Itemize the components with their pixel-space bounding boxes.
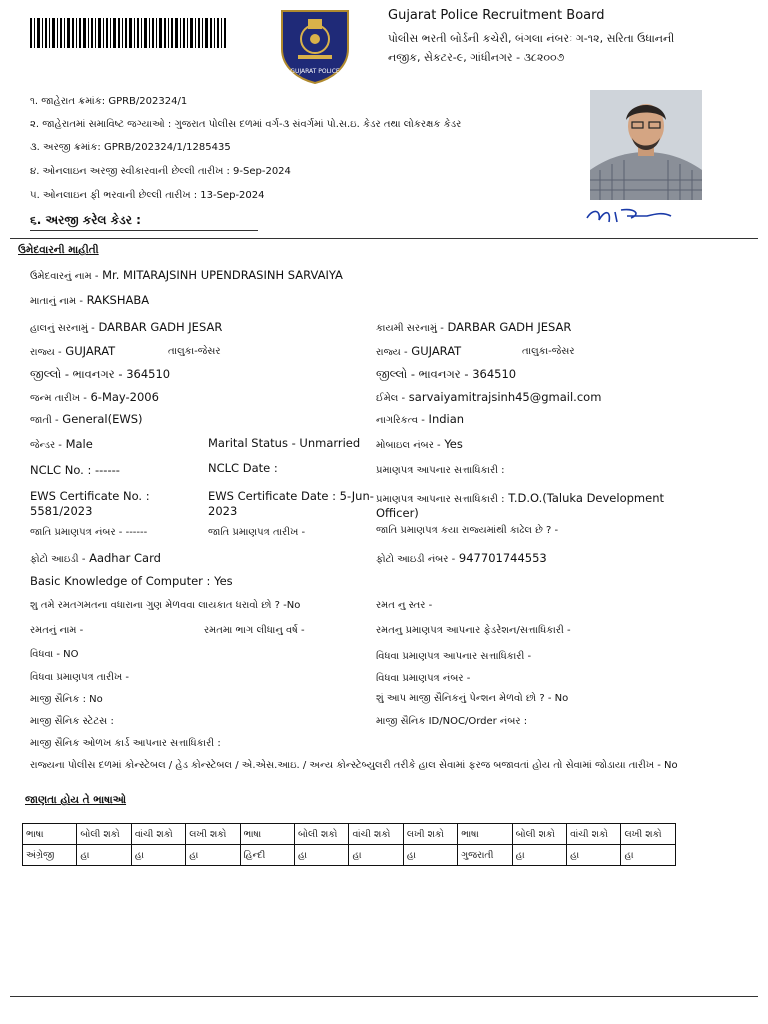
ews-date-value: 2023 [208, 504, 238, 518]
table-cell: ભાષા [23, 824, 77, 845]
sports-merit: શુ તમે રમતગમતના વધારાના ગુણ મેળવવા લાયકાત ધરાવો છો ? -No [30, 600, 301, 611]
table-cell: હા [567, 845, 621, 866]
table-cell: લખી શકો [186, 824, 240, 845]
widow-cert-date: વિધવા પ્રમાણપત્ર તારીખ - [30, 672, 130, 683]
ex-serviceman-status: માજી સૈનિક સ્ટેટસ : [30, 716, 114, 727]
gender-row [30, 437, 93, 451]
cadre-label: ૬. અરજી કરેલ કેડર : [30, 213, 141, 227]
cert-authority-2-label: પ્રમાણપત્ર આપનાર સત્તાધિકારી : [376, 494, 505, 505]
table-cell: વાંચી શકો [349, 824, 403, 845]
email-value: sarvaiyamitrajsinh45@gmail.com [408, 390, 602, 404]
state-row-1 [30, 344, 115, 358]
table-cell: હા [131, 845, 185, 866]
table-cell: વાંચી શકો [131, 824, 185, 845]
table-cell: હા [186, 845, 240, 866]
dob-row [30, 390, 159, 404]
caste-value: General(EWS) [62, 412, 143, 426]
caste-row [30, 412, 143, 426]
candidate-photo [590, 90, 702, 200]
permanent-address-row [376, 320, 571, 334]
photo-id-number-value: 947701744553 [458, 551, 547, 565]
permanent-address-value: DARBAR GADH JESAR [447, 320, 572, 334]
mobile-value: Yes [444, 437, 463, 451]
board-title: Gujarat Police Recruitment Board [388, 8, 605, 23]
police-service-date: રાજ્યના પોલીસ દળમાં કોન્સ્ટેબલ / હેડ કોન્સ્ટેબલ / એ.એસ.આઇ. / અન્ય કોન્સ્ટેબ્યુલરી તરીકે હાલ સેવામાં ફરજ બજાવતાં હોય તો સેવામાં જોડાયા તારીખ - No [30, 760, 678, 771]
table-cell: હા [349, 845, 403, 866]
table-cell: અંગ્રેજી [23, 845, 77, 866]
state-label-2: રાજ્ય - [376, 347, 408, 358]
ex-serviceman-id: માજી સૈનિક ID/NOC/Order નંબર : [376, 716, 528, 727]
ews-number-label: EWS Certificate No. : [30, 489, 150, 503]
name-label: ઉમેદવારનું નામ - [30, 271, 99, 282]
marital-label: Marital Status - [208, 436, 296, 450]
table-cell: બોલી શકો [512, 824, 566, 845]
photo-id-number-row [376, 551, 547, 565]
gender-label: જેન્ડર - [30, 440, 62, 451]
cadre-underline [30, 230, 258, 231]
widow-status: વિધવા - NO [30, 649, 79, 660]
mobile-row [376, 437, 463, 451]
nationality-row [376, 412, 464, 426]
ews-number-value: 5581/2023 [30, 504, 93, 518]
footer-divider [10, 996, 758, 997]
mother-value: RAKSHABA [86, 293, 150, 307]
dob-value: 6-May-2006 [90, 390, 159, 404]
name-value: Mr. MITARAJSINH UPENDRASINH SARVAIYA [102, 268, 343, 282]
cert-authority-2-row [376, 491, 664, 505]
nationality-value: Indian [428, 412, 465, 426]
caste-cert-number: જાતિ પ્રમાણપત્ર નંબર - ------ [30, 527, 148, 538]
table-cell: હા [403, 845, 457, 866]
table-cell: હા [621, 845, 676, 866]
caste-cert-state: જાતિ પ્રમાણપત્ર કયા રાજ્યમાંથી કાઢેલ છે ? - [376, 525, 559, 536]
section-divider [10, 238, 758, 239]
sport-year: રમતમા ભાગ લીધાનુ વર્ષ - [204, 625, 305, 636]
languages-table [22, 823, 676, 866]
nclc-no: NCLC No. : ------ [30, 463, 120, 477]
table-cell: હા [77, 845, 131, 866]
table-cell: ગુજરાતી [458, 845, 512, 866]
photo-id-row [30, 551, 161, 565]
caste-cert-date: જાતિ પ્રમાણપત્ર તારીખ - [208, 527, 306, 538]
candidate-signature [575, 204, 705, 228]
widow-authority: વિધવા પ્રમાણપત્ર આપનાર સત્તાધિકારી - [376, 651, 532, 662]
email-row [376, 390, 601, 404]
posts-line: ૨. જાહેરાતમાં સમાવિષ્ટ જગ્યાઓ : ગુજરાત પોલીસ દળમાં વર્ગ-૩ સંવર્ગમાં પો.સ.ઇ. કેડર તથા લોકરક્ષક કેડર [30, 119, 462, 130]
district-2: જીલ્લો - ભાવનગર - 364510 [376, 367, 517, 381]
table-cell: હિન્દી [240, 845, 294, 866]
table-cell: ભાષા [240, 824, 294, 845]
sport-name: રમતનું નામ - [30, 625, 84, 636]
mother-name-row [30, 293, 149, 307]
languages-data-row [23, 845, 676, 866]
adv-number: ૧. જાહેરાત ક્રમાંક: GPRB/202324/1 [30, 96, 188, 107]
nclc-date: NCLC Date : [208, 461, 278, 475]
barcode [30, 18, 226, 48]
cert-authority-2-value: T.D.O.(Taluka Development [508, 491, 664, 505]
cert-authority-1: પ્રમાણપત્ર આપનાર સત્તાધિકારી : [376, 465, 505, 476]
taluka-1: તાલુકા-જેસર [168, 346, 221, 357]
languages-header-row [23, 824, 676, 845]
ex-serviceman: માજી સૈનિક : No [30, 694, 103, 705]
current-address-value: DARBAR GADH JESAR [98, 320, 223, 334]
application-number: ૩. અરજી ક્રમાંક: GPRB/202324/1/1285435 [30, 142, 231, 153]
ews-date-label: EWS Certificate Date : 5-Jun- [208, 489, 374, 503]
computer-knowledge: Basic Knowledge of Computer : Yes [30, 574, 233, 588]
current-address-row [30, 320, 222, 334]
caste-label: જાતી - [30, 415, 59, 426]
board-address-line1: પોલીસ ભરતી બોર્ડની કચેરી, બંગલા નંબરઃ ગ-૧૨, સરિતા ઉધાનની [388, 32, 675, 45]
permanent-address-label: કાયમી સરનામું - [376, 323, 444, 334]
email-label: ઈમેલ - [376, 393, 406, 404]
table-cell: હા [295, 845, 349, 866]
photo-id-label: ફોટો આઇડી - [30, 554, 86, 565]
widow-cert-number: વિધવા પ્રમાણપત્ર નંબર - [376, 673, 471, 684]
photo-id-number-label: ફોટો આઇડી નંબર - [376, 554, 456, 565]
table-cell: લખી શકો [403, 824, 457, 845]
photo-id-value: Aadhar Card [89, 551, 161, 565]
ex-serviceman-card-authority: માજી સૈનિક ઓળખ કાર્ડ આપનાર સત્તાધિકારી : [30, 738, 221, 749]
nationality-label: નાગરિકત્વ - [376, 415, 425, 426]
board-address-line2: નજીક, સેકટર-૯, ગાંધીનગર - ૩૮૨૦૦૭ [388, 51, 565, 64]
district-1: જીલ્લો - ભાવનગર - 364510 [30, 367, 171, 381]
gujarat-police-logo [274, 5, 356, 85]
candidate-name-row [30, 268, 343, 282]
mother-label: માતાનું નામ - [30, 296, 83, 307]
gender-value: Male [65, 437, 93, 451]
cert-authority-2-value2: Officer) [376, 506, 419, 520]
last-date-apply: ૪. ઓનલાઇન અરજી સ્વીકારવાની છેલ્લી તારીખ : 9-Sep-2024 [30, 166, 291, 177]
mobile-label: મોબાઇલ નંબર - [376, 440, 441, 451]
svg-text:GUJARAT POLICE: GUJARAT POLICE [290, 68, 340, 75]
table-cell: લખી શકો [621, 824, 676, 845]
state-row-2 [376, 344, 461, 358]
state-label-1: રાજ્ય - [30, 347, 62, 358]
state-value-2: GUJARAT [411, 344, 462, 358]
ex-serviceman-pension: શું આપ માજી સૈનિકનું પેન્શન મેળવો છો ? - No [376, 693, 569, 704]
table-cell: બોલી શકો [77, 824, 131, 845]
sports-level: રમત નુ સ્તર - [376, 600, 433, 611]
table-cell: વાંચી શકો [567, 824, 621, 845]
taluka-2: તાલુકા-જેસર [522, 346, 575, 357]
section-title: ઉમેદવારની માહીતી [18, 244, 99, 256]
table-cell: હા [512, 845, 566, 866]
dob-label: જન્મ તારીખ - [30, 393, 87, 404]
languages-title: જાણતા હોય તે ભાષાઓ [25, 794, 127, 806]
sport-authority: રમતનુ પ્રમાણપત્ર આપનાર ફેડરેશન/સત્તાધિકારી - [376, 625, 571, 636]
state-value-1: GUJARAT [65, 344, 116, 358]
marital-row [208, 436, 360, 450]
marital-value: Unmarried [299, 436, 361, 450]
table-cell: ભાષા [458, 824, 512, 845]
last-date-fee: ૫. ઓનલાઇન ફી ભરવાની છેલ્લી તારીખ : 13-Sep-2024 [30, 190, 265, 201]
table-cell: બોલી શકો [295, 824, 349, 845]
current-address-label: હાલનું સરનામું - [30, 323, 95, 334]
